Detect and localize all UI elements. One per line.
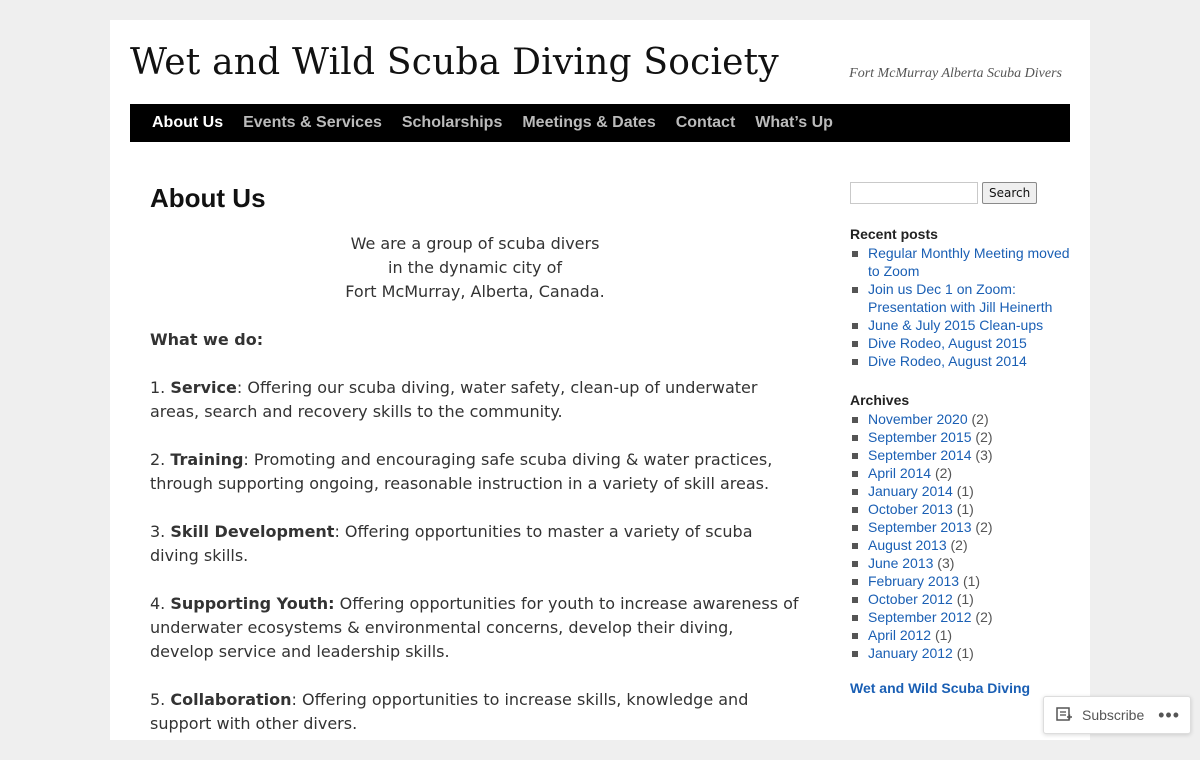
recent-post-link[interactable]: Dive Rodeo, August 2014 xyxy=(868,353,1027,369)
archive-count: (1) xyxy=(956,501,974,517)
sidebar xyxy=(850,182,1070,696)
list-item xyxy=(850,572,1070,590)
archive-count: (1) xyxy=(962,573,981,589)
nav-contact[interactable]: Contact xyxy=(675,114,736,131)
list-item xyxy=(850,644,1070,662)
archives-title: Archives xyxy=(850,392,910,408)
archive-link[interactable]: April 2014 xyxy=(868,465,932,481)
archive-count: (1) xyxy=(956,483,974,499)
list-item xyxy=(850,536,1070,554)
list-item xyxy=(850,500,1070,518)
list-item xyxy=(850,482,1070,500)
nav-events-services[interactable]: Events & Services xyxy=(243,114,382,131)
page-title: About Us xyxy=(150,183,266,213)
item-number: 2. xyxy=(150,450,166,469)
archive-link[interactable]: November 2020 xyxy=(868,411,968,427)
list-item xyxy=(850,334,1070,352)
mission-item xyxy=(150,376,800,424)
archive-count: (3) xyxy=(975,447,993,463)
mission-item xyxy=(150,520,800,568)
recent-post-link[interactable]: Join us Dec 1 on Zoom: Presentation with Jill Heinerth xyxy=(868,281,1053,315)
archive-count: (2) xyxy=(975,429,993,445)
list-item xyxy=(850,446,1070,464)
site-tagline: Fort McMurray Alberta Scuba Divers xyxy=(849,66,1062,81)
archive-link[interactable]: September 2012 xyxy=(868,609,972,625)
site-title[interactable]: Wet and Wild Scuba Diving Society xyxy=(130,42,779,83)
item-title: Skill Development xyxy=(170,522,335,541)
archive-link[interactable]: January 2012 xyxy=(868,645,953,661)
archive-link[interactable]: August 2013 xyxy=(868,537,947,553)
archive-count: (1) xyxy=(934,627,953,643)
archive-count: (3) xyxy=(937,555,955,571)
archive-count: (2) xyxy=(975,519,993,535)
item-number: 4. xyxy=(150,594,166,613)
search-input[interactable] xyxy=(850,182,978,204)
list-item xyxy=(850,410,1070,428)
recent-post-link[interactable]: Dive Rodeo, August 2015 xyxy=(868,335,1027,351)
nav-whats-up[interactable]: What’s Up xyxy=(755,114,833,131)
item-title: Training xyxy=(170,450,244,469)
list-item xyxy=(850,428,1070,446)
item-number: 1. xyxy=(150,378,166,397)
archive-link[interactable]: September 2014 xyxy=(868,447,972,463)
list-item xyxy=(850,590,1070,608)
list-item xyxy=(850,518,1070,536)
list-item xyxy=(850,608,1070,626)
more-options-icon[interactable]: ••• xyxy=(1158,704,1180,725)
list-item xyxy=(850,316,1070,334)
recent-posts-list xyxy=(850,244,1070,370)
archives-list xyxy=(850,410,1070,662)
nav-about-us[interactable]: About Us xyxy=(152,114,224,131)
nav-scholarships[interactable]: Scholarships xyxy=(401,114,503,131)
archive-count: (1) xyxy=(956,591,974,607)
item-text: : Offering our scuba diving, water safety, clean-up of underwater areas, search and recovery skills to the community. xyxy=(150,378,758,421)
list-item xyxy=(850,626,1070,644)
subscribe-bar xyxy=(1043,696,1191,734)
archive-count: (1) xyxy=(956,645,974,661)
search-button[interactable]: Search xyxy=(982,182,1037,204)
mission-item xyxy=(150,592,800,664)
recent-post-link[interactable]: June & July 2015 Clean-ups xyxy=(868,317,1044,333)
archive-count: (2) xyxy=(950,537,968,553)
nav-meetings-dates[interactable]: Meetings & Dates xyxy=(522,114,656,131)
list-item xyxy=(850,244,1070,280)
list-item xyxy=(850,554,1070,572)
intro-line: We are a group of scuba divers xyxy=(350,234,600,253)
archive-link[interactable]: June 2013 xyxy=(868,555,934,571)
archive-link[interactable]: September 2015 xyxy=(868,429,972,445)
archive-link[interactable]: January 2014 xyxy=(868,483,953,499)
recent-posts-title: Recent posts xyxy=(850,226,938,242)
intro-text xyxy=(150,232,800,304)
archive-link[interactable]: February 2013 xyxy=(868,573,960,589)
list-item xyxy=(850,352,1070,370)
item-title: Supporting Youth: xyxy=(170,594,335,613)
archive-count: (2) xyxy=(975,609,993,625)
list-item xyxy=(850,464,1070,482)
item-number: 5. xyxy=(150,690,166,709)
page-container xyxy=(110,20,1090,740)
intro-line: Fort McMurray, Alberta, Canada. xyxy=(345,282,605,301)
item-text: : Offering opportunities to increase skills, knowledge and support with other divers. xyxy=(150,690,749,733)
archive-link[interactable]: October 2012 xyxy=(868,591,953,607)
subscribe-label: Subscribe xyxy=(1082,707,1145,723)
blog-widget-link[interactable]: Wet and Wild Scuba Diving xyxy=(850,680,1031,696)
item-title: Collaboration xyxy=(170,690,292,709)
archive-count: (2) xyxy=(934,465,953,481)
archive-link[interactable]: October 2013 xyxy=(868,501,953,517)
subscribe-button[interactable] xyxy=(1044,707,1144,723)
subscribe-icon xyxy=(1056,707,1074,723)
main-content xyxy=(150,180,800,760)
mission-item xyxy=(150,448,800,496)
list-item xyxy=(850,280,1070,316)
item-number: 3. xyxy=(150,522,166,541)
search-form xyxy=(850,182,1070,204)
item-text: Offering opportunities for youth to increase awareness of underwater ecosystems & environmental concerns, develop their diving, develop service and leadership skills. xyxy=(150,594,799,661)
mission-item xyxy=(150,688,800,736)
item-text: : Promoting and encouraging safe scuba diving & water practices, through supporting ongoing, reasonable instruction in a variety of skill areas. xyxy=(150,450,773,493)
archive-link[interactable]: September 2013 xyxy=(868,519,972,535)
recent-post-link[interactable]: Regular Monthly Meeting moved to Zoom xyxy=(868,245,1070,279)
archive-link[interactable]: April 2012 xyxy=(868,627,932,643)
archive-count: (2) xyxy=(971,411,989,427)
what-we-do-heading: What we do: xyxy=(150,330,264,349)
main-navigation xyxy=(130,104,1070,142)
intro-line: in the dynamic city of xyxy=(388,258,562,277)
item-title: Service xyxy=(170,378,237,397)
item-text: : Offering opportunities to master a variety of scuba diving skills. xyxy=(150,522,753,565)
